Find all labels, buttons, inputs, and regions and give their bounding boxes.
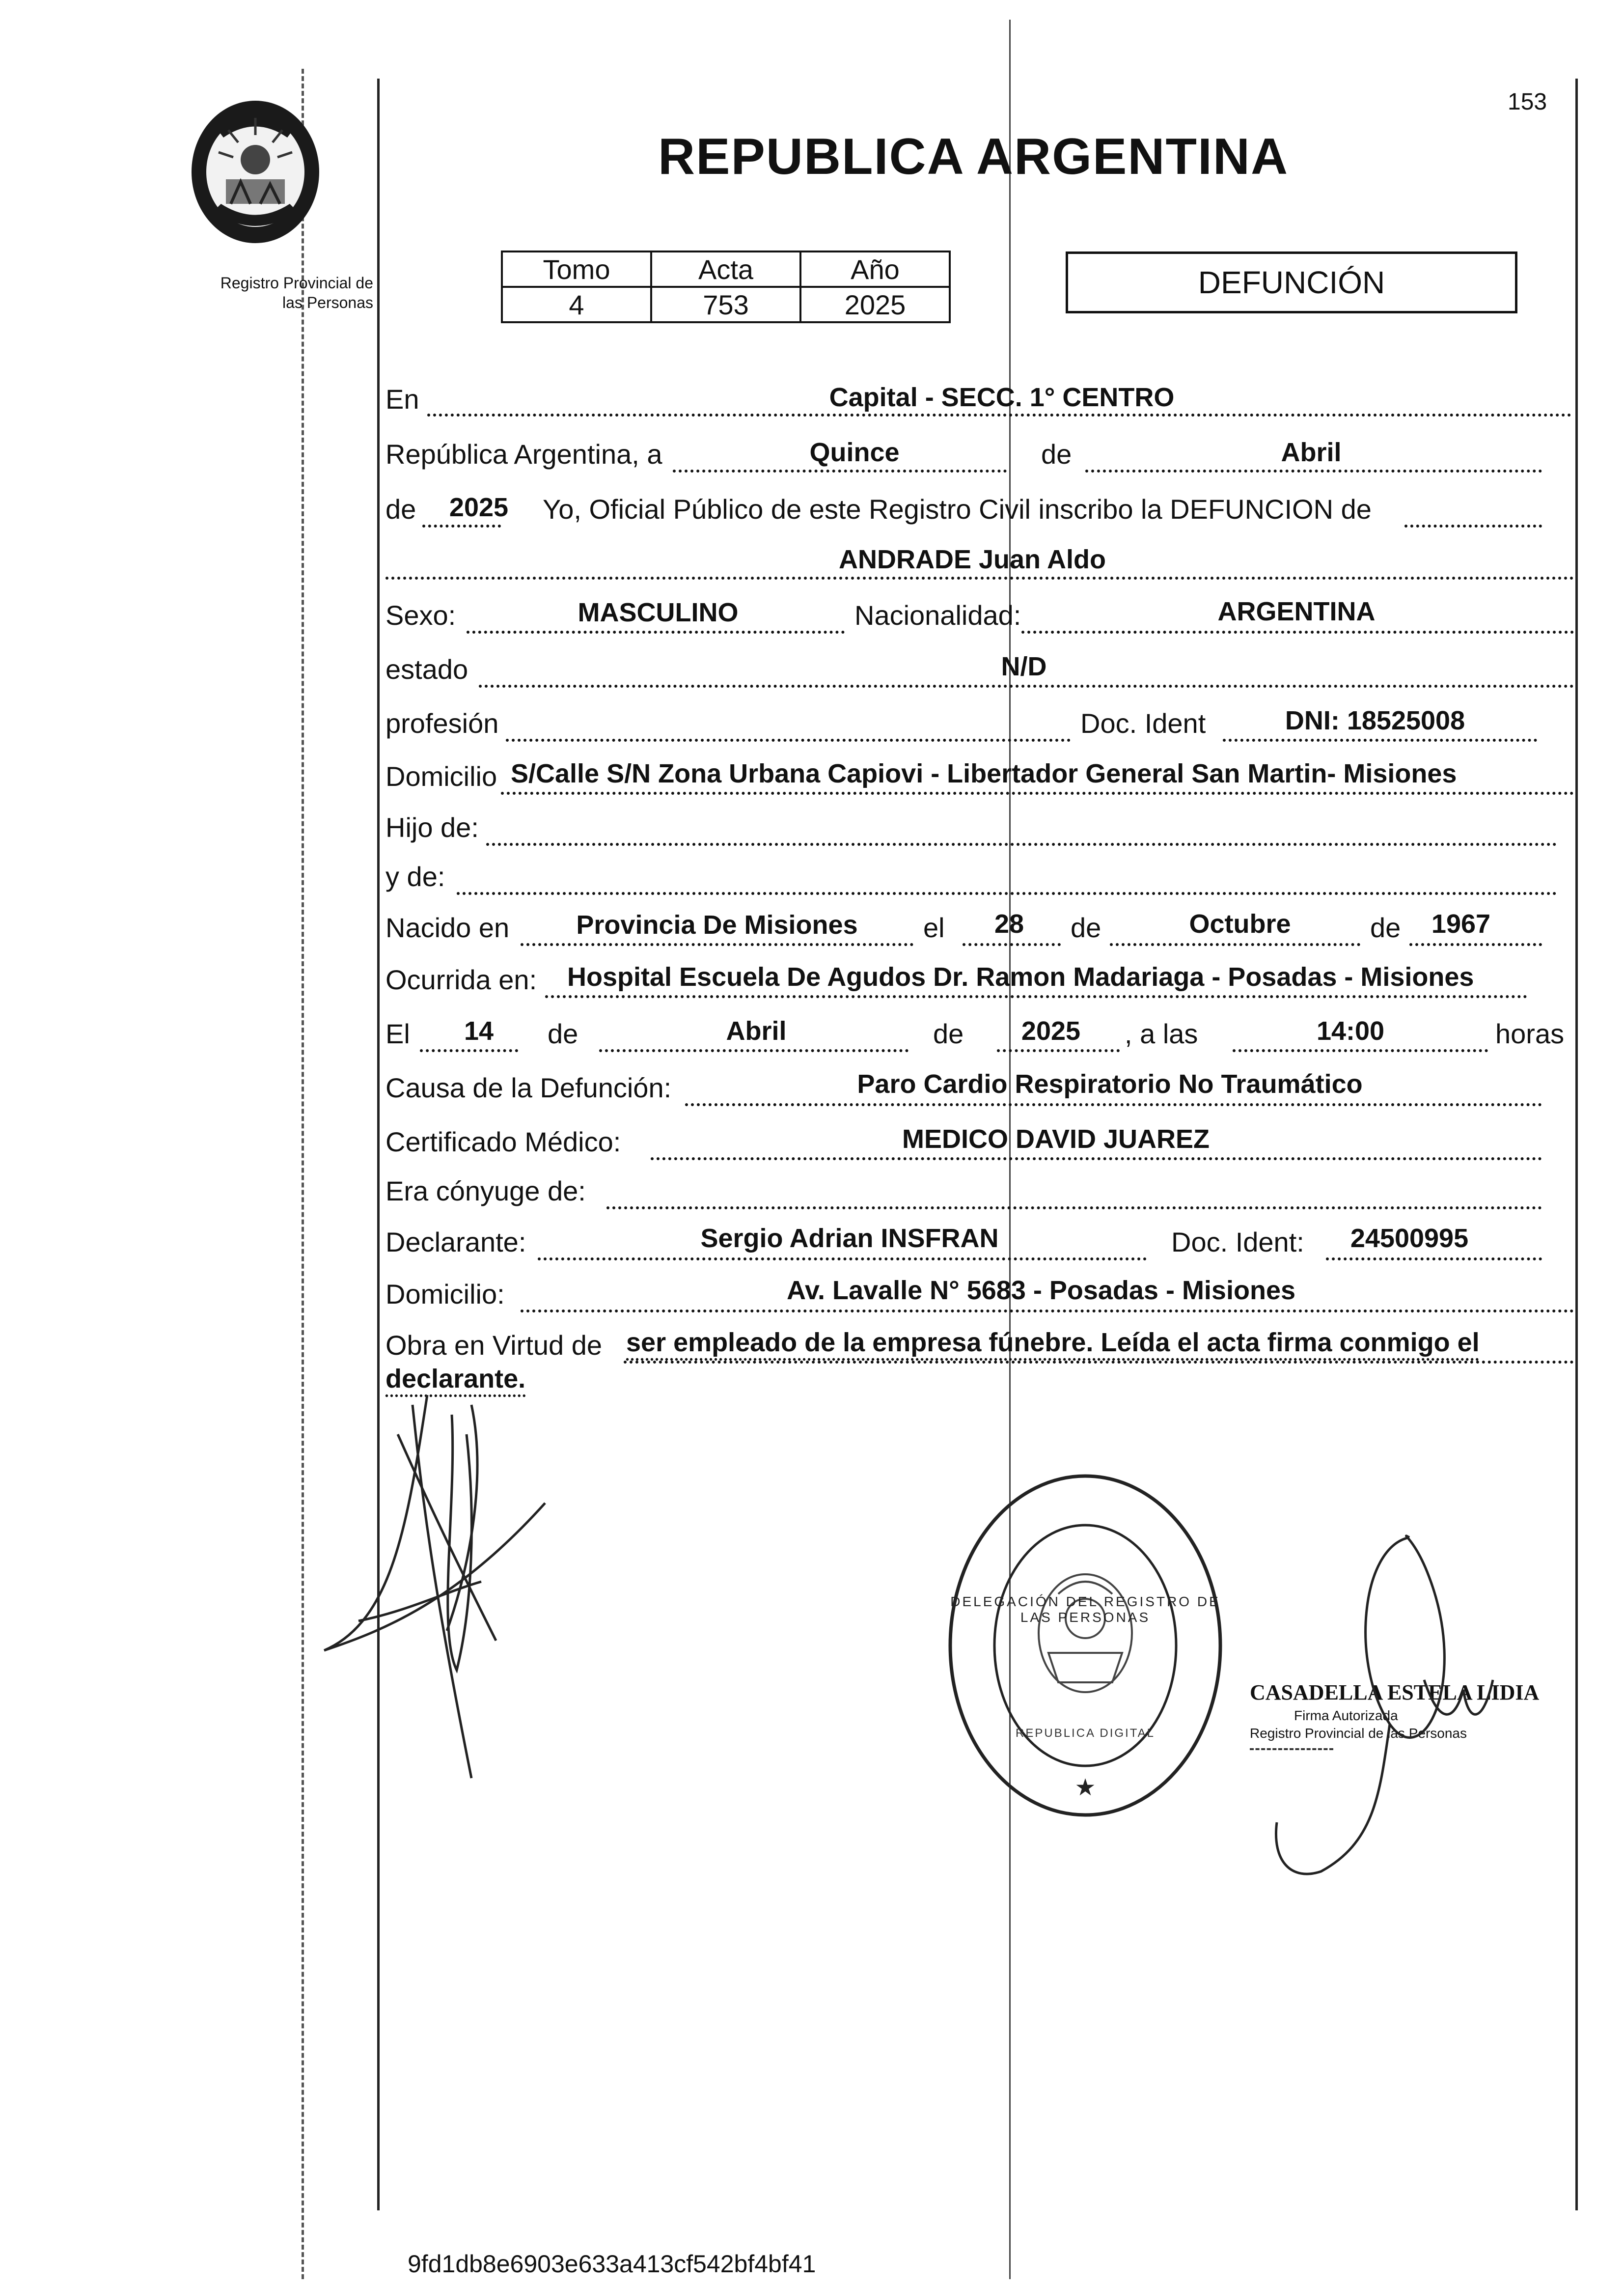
document-type-box: DEFUNCIÓN bbox=[1066, 251, 1517, 313]
declarante-doc: 24500995 bbox=[1350, 1224, 1469, 1253]
y-de-dots bbox=[457, 892, 1557, 895]
def-anio-dots bbox=[997, 1049, 1120, 1052]
register-header-anio: Año bbox=[800, 251, 950, 287]
en-value: Capital - SECC. 1° CENTRO bbox=[829, 383, 1175, 412]
domicilio2-label: Domicilio: bbox=[385, 1279, 505, 1310]
organization-name bbox=[147, 273, 373, 312]
seal-inner-text: REPUBLICA DIGITAL bbox=[1016, 1727, 1155, 1740]
nacido-dia-dots bbox=[963, 943, 1061, 946]
de-label-4: de bbox=[1370, 912, 1401, 943]
svg-text:★: ★ bbox=[1074, 1774, 1096, 1801]
left-margin-rule bbox=[377, 79, 380, 2210]
register-value-tomo: 4 bbox=[502, 287, 651, 322]
obra-text-line-2: declarante. bbox=[385, 1364, 526, 1394]
certificado-dots bbox=[651, 1157, 1542, 1160]
country-title: REPUBLICA ARGENTINA bbox=[658, 128, 1289, 185]
dia-dots bbox=[673, 470, 1007, 473]
def-hora: 14:00 bbox=[1316, 1016, 1385, 1046]
nacido-label: Nacido en bbox=[385, 912, 510, 943]
registry-seal bbox=[945, 1471, 1225, 1820]
nacido-anio-dots bbox=[1409, 943, 1542, 946]
hijo-label: Hijo de: bbox=[385, 812, 479, 843]
nacionalidad-value: ARGENTINA bbox=[1217, 597, 1376, 626]
document-hash: 9fd1db8e6903e633a413cf542bf4bf41 bbox=[408, 2250, 816, 2278]
en-label: En bbox=[385, 384, 419, 415]
declarant-signature bbox=[309, 1375, 584, 1817]
official-signature bbox=[1262, 1518, 1537, 1891]
declarante-label: Declarante: bbox=[385, 1227, 526, 1257]
register-header-tomo: Tomo bbox=[502, 251, 651, 287]
de-label-3: de bbox=[1071, 912, 1101, 943]
obra-label: Obra en Virtud de bbox=[385, 1330, 603, 1361]
register-table bbox=[501, 251, 951, 323]
conyuge-label: Era cónyuge de: bbox=[385, 1175, 586, 1206]
nacido-lugar-dots bbox=[521, 943, 913, 946]
el2-label: El bbox=[385, 1018, 410, 1049]
register-header-acta: Acta bbox=[651, 251, 800, 287]
seal-ring-text: DELEGACIÓN DEL REGISTRO DE LAS PERSONAS bbox=[950, 1594, 1220, 1625]
horas-label: horas bbox=[1495, 1018, 1565, 1049]
def-mes-dots bbox=[599, 1049, 908, 1052]
right-margin-rule bbox=[1575, 79, 1578, 2210]
doc-ident-dots bbox=[1223, 739, 1537, 742]
official-name: CASADELLA ESTELA LIDIA bbox=[1250, 1680, 1540, 1704]
el-label: el bbox=[923, 912, 945, 943]
causa-label: Causa de la Defunción: bbox=[385, 1072, 672, 1103]
def-anio: 2025 bbox=[1021, 1016, 1081, 1046]
obra-text-line-1: ser empleado de la empresa fúnebre. Leída el acta firma conmigo el bbox=[626, 1328, 1480, 1357]
official-org: Registro Provincial de las Personas bbox=[1250, 1726, 1467, 1741]
def-mes: Abril bbox=[726, 1016, 787, 1046]
sexo-dots bbox=[467, 631, 845, 634]
de-label-5: de bbox=[548, 1018, 578, 1049]
nacionalidad-label: Nacionalidad: bbox=[854, 600, 1021, 631]
de-label-2: de bbox=[385, 494, 416, 525]
sexo-label: Sexo: bbox=[385, 600, 456, 631]
mes-dots bbox=[1085, 470, 1542, 473]
estado-label: estado bbox=[385, 654, 468, 685]
official-role: Firma Autorizada bbox=[1294, 1708, 1398, 1723]
sexo-value: MASCULINO bbox=[578, 598, 739, 627]
inscribo-text: Yo, Oficial Público de este Registro Civil inscribo la DEFUNCION de bbox=[543, 494, 1372, 525]
domicilio-label: Domicilio bbox=[385, 761, 497, 792]
hijo-dots bbox=[486, 843, 1557, 846]
ocurrida-label: Ocurrida en: bbox=[385, 964, 537, 995]
register-value-acta: 753 bbox=[651, 287, 800, 322]
def-hora-dots bbox=[1233, 1049, 1488, 1052]
declarante-domicilio-dots bbox=[521, 1310, 1574, 1312]
profesion-dots bbox=[506, 739, 1071, 742]
def-dia: 14 bbox=[464, 1016, 494, 1046]
dia-texto: Quince bbox=[809, 438, 900, 467]
declarante-domicilio: Av. Lavalle N° 5683 - Posadas - Misiones bbox=[786, 1276, 1296, 1305]
estado-value: N/D bbox=[1001, 652, 1047, 681]
nacido-lugar: Provincia De Misiones bbox=[576, 910, 858, 940]
profesion-label: profesión bbox=[385, 708, 499, 739]
organization-line-1: Registro Provincial de bbox=[220, 274, 373, 292]
anio-value: 2025 bbox=[449, 493, 509, 522]
domicilio-dots bbox=[501, 792, 1574, 795]
declarante-dots bbox=[538, 1257, 1147, 1260]
doc-ident-value: DNI: 18525008 bbox=[1285, 706, 1465, 735]
page-number: 153 bbox=[1508, 89, 1547, 115]
doc-ident-label: Doc. Ident bbox=[1080, 708, 1206, 739]
doc-ident2-label: Doc. Ident: bbox=[1171, 1227, 1304, 1257]
coat-of-arms-logo bbox=[177, 88, 334, 251]
declarante-doc-dots bbox=[1326, 1257, 1542, 1260]
organization-line-2: las Personas bbox=[282, 294, 373, 311]
en-dots bbox=[427, 414, 1571, 417]
nacionalidad-dots bbox=[1021, 631, 1574, 634]
mes-value: Abril bbox=[1281, 438, 1342, 467]
nacido-mes-dots bbox=[1110, 943, 1360, 946]
obra-dots bbox=[624, 1361, 1574, 1364]
nacido-anio: 1967 bbox=[1431, 909, 1491, 939]
fallecido-name: ANDRADE Juan Aldo bbox=[838, 545, 1106, 574]
republica-label: República Argentina, a bbox=[385, 439, 662, 470]
nacido-dia: 28 bbox=[994, 909, 1024, 939]
seal-border bbox=[945, 1471, 1225, 1820]
inscribo-dots bbox=[1404, 525, 1542, 528]
ocurrida-dots bbox=[545, 995, 1527, 998]
perforation-line bbox=[302, 69, 304, 2279]
def-dia-dots bbox=[420, 1049, 518, 1052]
declarante-name: Sergio Adrian INSFRAN bbox=[700, 1224, 999, 1253]
ocurrida-lugar: Hospital Escuela De Agudos Dr. Ramon Madariaga - Posadas - Misiones bbox=[567, 962, 1474, 992]
de-label-1: de bbox=[1041, 439, 1072, 470]
alas-label: , a las bbox=[1125, 1018, 1198, 1049]
de-label-6: de bbox=[933, 1018, 964, 1049]
fallecido-dots bbox=[385, 577, 1574, 580]
causa-value: Paro Cardio Respiratorio No Traumático bbox=[857, 1069, 1363, 1099]
y-de-label: y de: bbox=[385, 861, 445, 892]
anio-dots bbox=[422, 525, 501, 528]
conyuge-dots bbox=[606, 1206, 1542, 1209]
register-value-anio: 2025 bbox=[800, 287, 950, 322]
certificado-value: MEDICO DAVID JUAREZ bbox=[902, 1124, 1210, 1154]
certificado-label: Certificado Médico: bbox=[385, 1126, 621, 1157]
causa-dots bbox=[685, 1103, 1542, 1106]
domicilio-value: S/Calle S/N Zona Urbana Capiovi - Libertador General San Martin- Misiones bbox=[511, 759, 1457, 788]
estado-dots bbox=[479, 685, 1574, 688]
nacido-mes: Octubre bbox=[1189, 909, 1291, 939]
